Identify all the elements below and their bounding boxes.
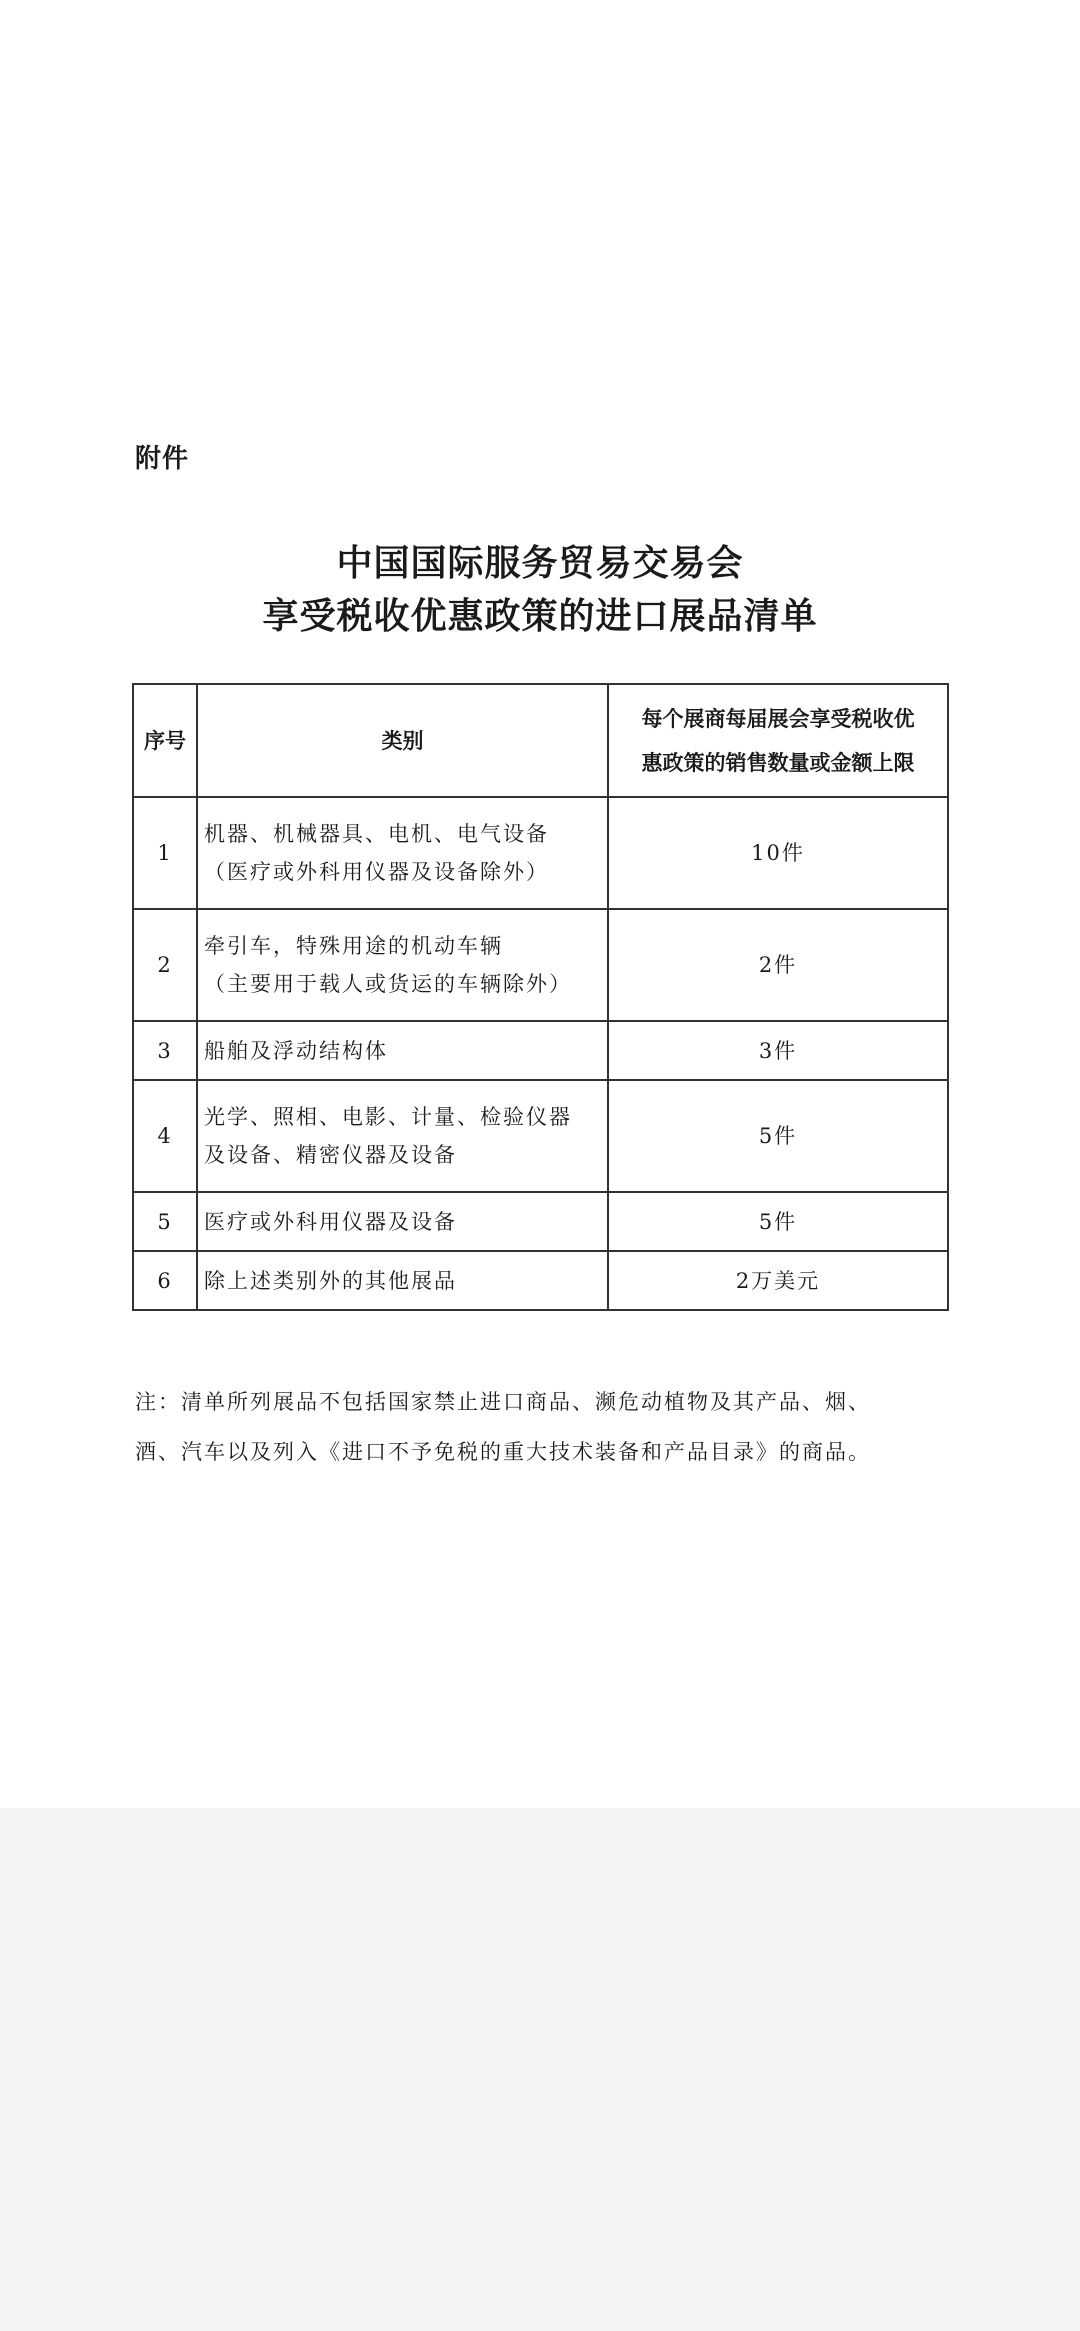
row-category (197, 1080, 608, 1192)
row-category-line2: 及设备、精密仪器及设备 (204, 1143, 457, 1167)
header-limit-line1: 每个展商每届展会享受税收优 (641, 706, 915, 731)
header-limit-line2: 惠政策的销售数量或金额上限 (641, 750, 915, 775)
row-category-line2: （医疗或外科用仪器及设备除外） (204, 860, 549, 884)
row-category-line1: 机器、机械器具、电机、电气设备 (204, 822, 549, 846)
document-title-line2: 享受税收优惠政策的进口展品清单 (262, 595, 818, 637)
row-limit: 2件 (608, 909, 948, 1021)
row-limit: 2万美元 (608, 1251, 948, 1310)
table-header-row (133, 684, 948, 797)
row-no: 1 (133, 797, 197, 909)
document-title-line1: 中国国际服务贸易交易会 (336, 542, 744, 584)
row-no: 2 (133, 909, 197, 1021)
header-limit (608, 684, 948, 797)
blank-background (0, 1808, 1080, 2331)
table-row (133, 1192, 948, 1251)
row-limit: 3件 (608, 1021, 948, 1080)
row-category-line1: 牵引车，特殊用途的机动车辆 (204, 934, 503, 958)
table-row (133, 1080, 948, 1192)
table-row (133, 1251, 948, 1310)
exhibit-list-table (132, 683, 949, 1311)
row-category-line1: 光学、照相、电影、计量、检验仪器 (204, 1105, 572, 1129)
row-no: 6 (133, 1251, 197, 1310)
row-no: 3 (133, 1021, 197, 1080)
row-category: 医疗或外科用仪器及设备 (197, 1192, 608, 1251)
row-limit: 5件 (608, 1080, 948, 1192)
footnote-line2: 酒、汽车以及列入《进口不予免税的重大技术装备和产品目录》的商品。 (135, 1440, 871, 1464)
row-no: 4 (133, 1080, 197, 1192)
row-category (197, 909, 608, 1021)
table-row (133, 909, 948, 1021)
row-limit: 10件 (608, 797, 948, 909)
footnote-line1: 注：清单所列展品不包括国家禁止进口商品、濒危动植物及其产品、烟、 (135, 1390, 871, 1414)
row-category: 船舶及浮动结构体 (197, 1021, 608, 1080)
footnote (135, 1377, 955, 1477)
table-row (133, 797, 948, 909)
attachment-label: 附件 (135, 444, 190, 474)
row-no: 5 (133, 1192, 197, 1251)
table-row (133, 1021, 948, 1080)
header-category: 类别 (197, 684, 608, 797)
header-no: 序号 (133, 684, 197, 797)
row-category (197, 797, 608, 909)
row-category-line2: （主要用于载人或货运的车辆除外） (204, 972, 572, 996)
row-category: 除上述类别外的其他展品 (197, 1251, 608, 1310)
row-limit: 5件 (608, 1192, 948, 1251)
